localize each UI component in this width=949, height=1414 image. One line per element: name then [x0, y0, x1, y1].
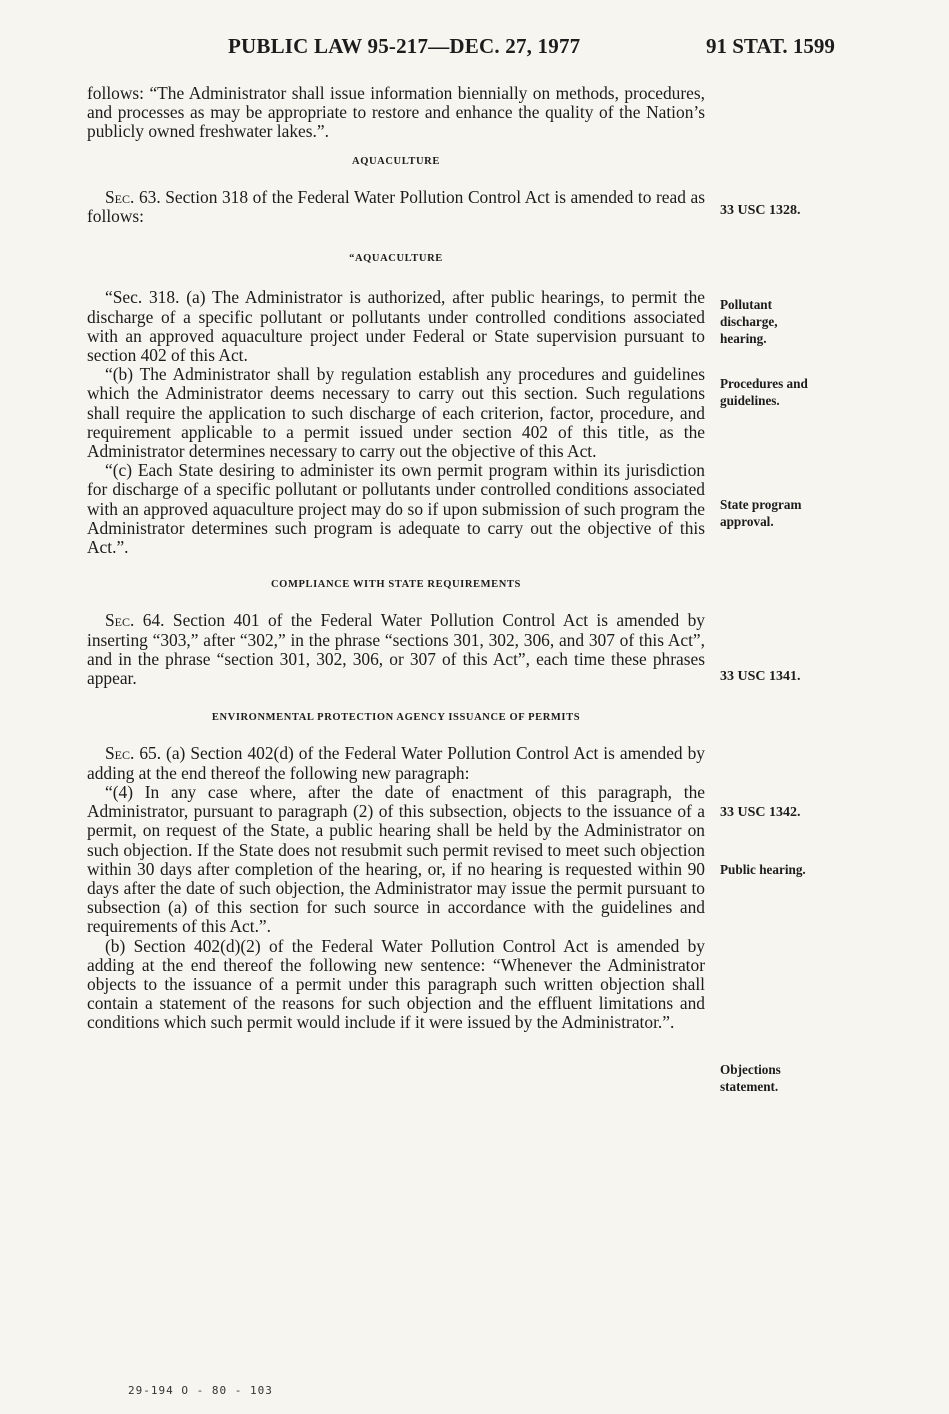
- margin-note-usc-1341: 33 USC 1341.: [720, 669, 801, 684]
- section-65a-text: . 65. (a) Section 402(d) of the Federal Water Pollution Control Act is amended by adding at the end thereof the following new paragraph:: [87, 743, 705, 783]
- margin-note-usc-1342: 33 USC 1342.: [720, 805, 801, 820]
- section-64-text: . 64. Section 401 of the Federal Water Pollution Control Act is amended by inserting “303,” after “302,” in the phrase “sections 301, 302, 306, and 307 of this Act”, and in the phrase “section 301, 302, 306, or 307 of this Act”, each time these phrases appear.: [87, 610, 705, 689]
- page-header-stat-ref: 91 STAT. 1599: [706, 34, 835, 58]
- margin-note-public-hearing: Public hearing.: [720, 862, 806, 877]
- subsection-c: “(c) Each State desiring to administer its own permit program within its jurisdiction for discharge of a specific pollutant or pollutants under controlled conditions associated with an approved aquaculture project may do so if upon submission of such program the Administrator determines such program is adequate to carry out the objective of this Act.”.: [87, 460, 705, 558]
- section-label: Sec: [105, 610, 131, 631]
- section-63: [87, 188, 705, 226]
- section-65b: (b) Section 402(d)(2) of the Federal Water Pollution Control Act is amended by adding at the end thereof the following new sentence: “Whenever the Administrator objects to the issuance of a permit under this paragraph such written objection shall contain a statement of the reasons for such objection and the effluent limitations and conditions which such permit would include if it were issued by the Administrator.”.: [87, 935, 705, 1033]
- paragraph-continuation: follows: “The Administrator shall issue information biennially on methods, procedures, and processes as may be appropriate to restore and enhance the quality of the Nation’s publicly owned freshwater lakes.”.: [87, 83, 705, 142]
- section-65a: [87, 744, 705, 782]
- section-label: Sec: [105, 743, 131, 764]
- subsection-a: “Sec. 318. (a) The Administrator is authorized, after public hearings, to permit the discharge of a specific pollutant or pollutants under controlled conditions associated with an approved aquaculture project under Federal or State supervision pursuant to section 402 of this Act.: [87, 287, 705, 366]
- margin-note-procedures: Procedures and guidelines.: [720, 376, 808, 408]
- section-label: Sec: [105, 186, 131, 207]
- heading-quoted-aquaculture: “AQUACULTURE: [349, 253, 443, 265]
- footer-print-code: 29-194 O - 80 - 103: [128, 1384, 273, 1397]
- margin-note-usc-1328: 33 USC 1328.: [720, 203, 801, 218]
- margin-note-objections: Objections statement.: [720, 1062, 781, 1094]
- subsection-b: “(b) The Administrator shall by regulation establish any procedures and guidelines which the Administrator deems necessary to carry out this section. Such regulations shall require the application to such discharge of each criterion, factor, procedure, and requirement applicable to a permit issued under section 402 of this title, as the Administrator determines necessary to carry out the objective of this Act.: [87, 364, 705, 462]
- heading-epa-permits: ENVIRONMENTAL PROTECTION AGENCY ISSUANCE OF PERMITS: [211, 712, 581, 724]
- statute-body: [87, 84, 705, 1033]
- section-63-text: . 63. Section 318 of the Federal Water Pollution Control Act is amended to read as follows:: [87, 186, 705, 227]
- page-header-title: PUBLIC LAW 95-217—DEC. 27, 1977: [228, 34, 581, 58]
- heading-aquaculture: AQUACULTURE: [352, 155, 440, 167]
- section-64: [87, 611, 705, 688]
- paragraph-4: “(4) In any case where, after the date of enactment of this paragraph, the Administrator, pursuant to paragraph (2) of this subsection, objects to the issuance of a permit, on request of the State, a public hearing shall be held by the Administrator on such objection. If the State does not resubmit such permit revised to meet such objection within 30 days after completion of the hearing, or, if no hearing is requested within 90 days after the date of such objection, the Administrator may issue the permit pursuant to subsection (a) of this section for such source in accordance with the guidelines and requirements of this Act.”.: [87, 781, 705, 937]
- margin-note-state-program: State program approval.: [720, 497, 802, 529]
- margin-note-pollutant-discharge: Pollutant discharge, hearing.: [720, 297, 778, 346]
- heading-compliance: COMPLIANCE WITH STATE REQUIREMENTS: [271, 579, 521, 591]
